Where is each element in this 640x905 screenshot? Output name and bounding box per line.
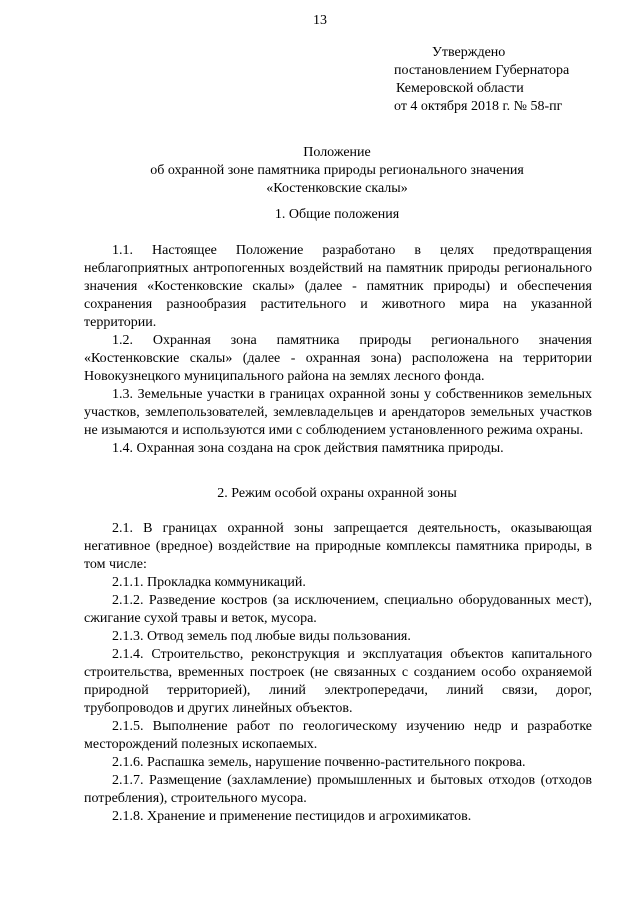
paragraph-2-1: 2.1. В границах охранной зоны запрещается деятельность, оказывающая негативное (вредное) воздействие на природные комплексы памятника природы, в том числе: (84, 521, 592, 572)
approval-line-2: постановлением Губернатора (394, 63, 570, 78)
approval-line-1: Утверждено (432, 45, 506, 60)
paragraph-1-1: 1.1. Настоящее Положение разработано в целях предотвращения неблагоприятных антропогенных воздействий на памятник природы регионального значения «Костенковские скалы» (далее - памятник природы) и обеспечения сохранения разнообразия растительного и животного мира на указанной территории. (84, 243, 592, 330)
paragraph-2-1-3: 2.1.3. Отвод земель под любые виды пользования. (112, 629, 411, 644)
section-1-heading: 1. Общие положения (274, 207, 400, 222)
document-title (84, 144, 590, 198)
approval-stamp (380, 44, 610, 116)
title-line-3: «Костенковские скалы» (266, 181, 408, 196)
paragraph-1-2: 1.2. Охранная зона памятника природы регионального значения «Костенковские скалы» (далее - охранная зона) расположена на территории Новокузнецкого муниципального района на землях лесного фонда. (84, 333, 592, 384)
paragraph-2-1-8: 2.1.8. Хранение и применение пестицидов и агрохимикатов. (112, 809, 472, 824)
paragraph-2-1-7: 2.1.7. Размещение (захламление) промышленных и бытовых отходов (отходов потребления), строительного мусора. (84, 773, 592, 806)
section-2-body (84, 520, 592, 826)
section-1-body (84, 242, 592, 458)
paragraph-2-1-2: 2.1.2. Разведение костров (за исключением, специально оборудованных мест), сжигание сухой травы и веток, мусора. (84, 593, 592, 626)
paragraph-1-4: 1.4. Охранная зона создана на срок действия памятника природы. (112, 441, 504, 456)
paragraph-1-3: 1.3. Земельные участки в границах охранной зоны у собственников земельных участков, землепользователей, землевладельцев и арендаторов земельных участков не изымаются и используются ими с соблюдением установленного режима охраны. (84, 387, 592, 438)
page-number: 13 (313, 13, 327, 28)
paragraph-2-1-6: 2.1.6. Распашка земель, нарушение почвенно-растительного покрова. (112, 755, 526, 770)
title-line-2: об охранной зоне памятника природы регионального значения (150, 163, 524, 178)
section-2-heading: 2. Режим особой охраны охранной зоны (217, 486, 457, 501)
paragraph-2-1-4: 2.1.4. Строительство, реконструкция и эксплуатация объектов капитального строительства, временных построек (не связанных с созданием особо охраняемой природной территорией), линий электропередачи, линий связи, дорог, трубопроводов и других линейных объектов. (84, 647, 592, 716)
paragraph-2-1-1: 2.1.1. Прокладка коммуникаций. (112, 575, 306, 590)
approval-line-3: Кемеровской области (396, 81, 524, 96)
approval-line-4: от 4 октября 2018 г. № 58-пг (394, 99, 563, 114)
title-line-1: Положение (303, 145, 371, 160)
paragraph-2-1-5: 2.1.5. Выполнение работ по геологическому изучению недр и разработке месторождений полезных ископаемых. (84, 719, 592, 752)
